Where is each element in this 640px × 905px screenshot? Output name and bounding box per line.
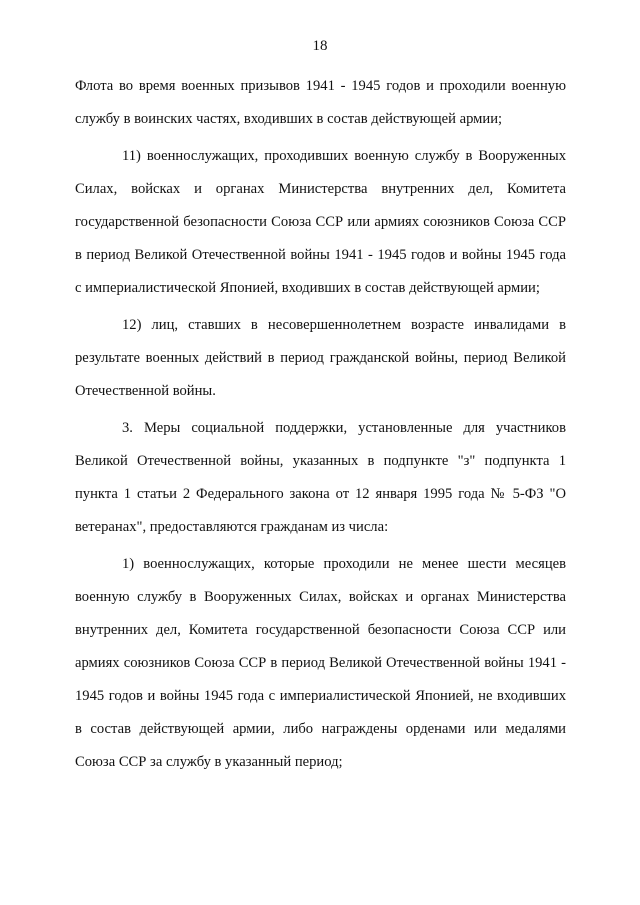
document-body [75, 70, 566, 783]
paragraph-item-12: 12) лиц, ставших в несовершеннолетнем возрасте инвалидами в результате военных действий в период гражданской войны, период Великой Отечественной войны. [75, 317, 566, 399]
paragraph-item-11: 11) военнослужащих, проходивших военную службу в Вооруженных Силах, войсках и органах Министерства внутренних дел, Комитета государственной безопасности Союза ССР или армиях союзников Союза ССР в период Великой Отечественной войны 1941 - 1945 годов и войны 1945 года с империалистической Японией, входивших в состав действующей армии; [75, 148, 566, 296]
page-number: 18 [312, 38, 328, 54]
paragraph-continuation: Флота во время военных призывов 1941 - 1945 годов и проходили военную службу в воинских частях, входивших в состав действующей армии; [75, 78, 566, 127]
paragraph-item-1: 1) военнослужащих, которые проходили не менее шести месяцев военную службу в Вооруженных Силах, войсках и органах Министерства внутренних дел, Комитета государственной безопасности Союза ССР или армиях союзников Союза ССР в период Великой Отечественной войны 1941 - 1945 годов и войны 1945 года с империалистической Японией, не входивших в состав действующей армии, либо награждены орденами или медалями Союза ССР за службу в указанный период; [75, 556, 566, 770]
paragraph-section-3: 3. Меры социальной поддержки, установленные для участников Великой Отечественной войны, указанных в подпункте "з" подпункта 1 пункта 1 статьи 2 Федерального закона от 12 января 1995 года № 5-ФЗ "О ветеранах", предоставляются гражданам из числа: [75, 420, 566, 535]
